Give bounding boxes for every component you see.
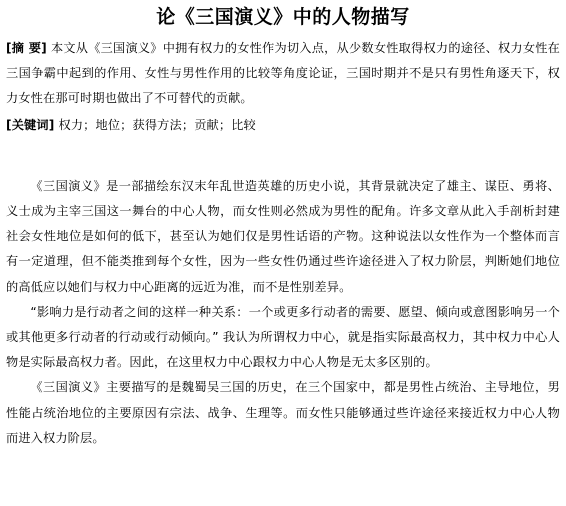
abstract-text: 本文从《三国演义》中拥有权力的女性作为切入点，从少数女性取得权力的途径、权力女性在三国争霸中起到的作用、女性与男性作用的比较等角度论证，三国时期并不是只有男性角逐天下，权力女性在那可时期也做出了不可替代的贡献。 [6,41,560,106]
keywords [6,113,560,138]
keywords-text: 权力；地位；获得方法；贡献；比较 [58,117,256,132]
keywords-label: [关键词] [6,117,55,132]
section-gap [6,138,560,174]
abstract-label: [摘 要] [6,41,47,55]
body-paragraph-3: 《三国演义》主要描写的是魏蜀吴三国的历史，在三个国家中，都是男性占统治、主导地位，男性能占统治地位的主要原因有宗法、战争、生理等。而女性只能够通过些许途径来接近权力中心人物而进入权力阶层。 [6,380,560,445]
body-paragraph-2: “影响力是行动者之间的这样一种关系：一个或更多行动者的需要、愿望、倾向或意图影响另一个或其他更多行动者的行动或行动倾向。” 我认为所谓权力中心，就是指实际最高权力，其中权力中心人物是实际最高权力者。因此，在这里权力中心跟权力中心人物是无太多区别的。 [6,304,560,370]
document-title: 论《三国演义》中的人物描写 [156,6,410,28]
document-page [0,5,566,506]
abstract [6,36,560,112]
body-paragraph-1: 《三国演义》是一部描绘东汉末年乱世造英雄的历史小说，其背景就决定了雄主、谋臣、勇将、义士成为主宰三国这一舞台的中心人物，而女性则必然成为男性的配角。许多文章从此入手剖析封建社会女性地位是如何的低下，甚至认为她们仅是男性话语的产物。这种说法以女性作为一个整体而言有一定道理，但不能类推到每个女性，因为一些女性仍通过些许途径进入了权力阶层，判断她们地位的高低应以她们与权力中心距离的远近为准，而不是性别差异。 [6,178,560,294]
